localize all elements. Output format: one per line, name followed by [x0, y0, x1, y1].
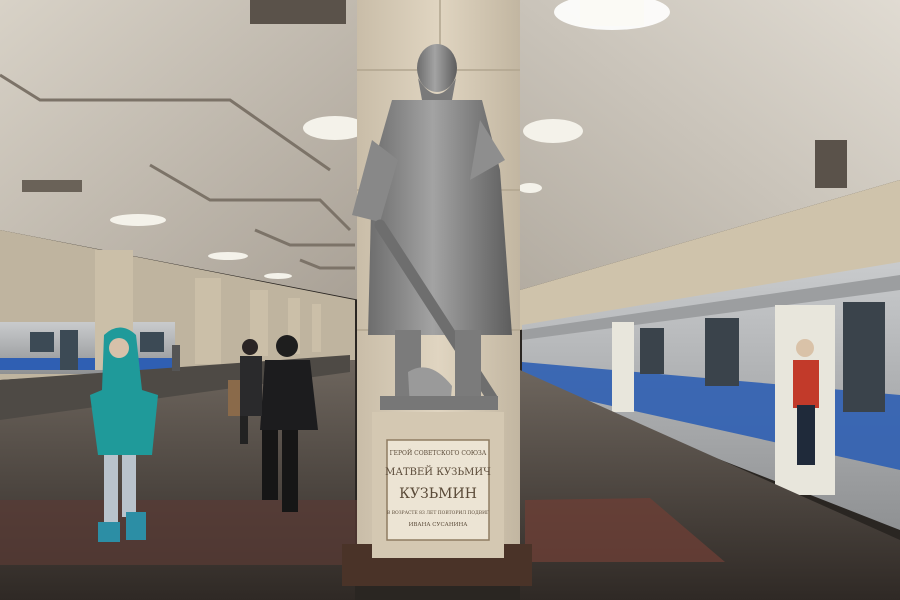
ceiling-vent-top	[250, 0, 346, 24]
plaque-line-3: КУЗЬМИН	[399, 486, 477, 502]
distant-people	[172, 345, 180, 371]
plaque-line-4: В ВОЗРАСТЕ 83 ЛЕТ ПОВТОРИЛ ПОДВИГ	[387, 511, 489, 516]
left-train-stripe	[0, 358, 175, 370]
plaque-line-5: ИВАНА СУСАНИНА	[408, 522, 468, 528]
plaque-line-2: МАТВЕЙ КУЗЬМИЧ	[385, 467, 491, 478]
plaque-line-1: ГЕРОЙ СОВЕТСКОГО СОЮЗА	[389, 450, 487, 457]
ceiling-vent-left	[22, 180, 82, 192]
wall-vent-right	[815, 140, 847, 188]
floor-inlay-left	[0, 500, 360, 565]
